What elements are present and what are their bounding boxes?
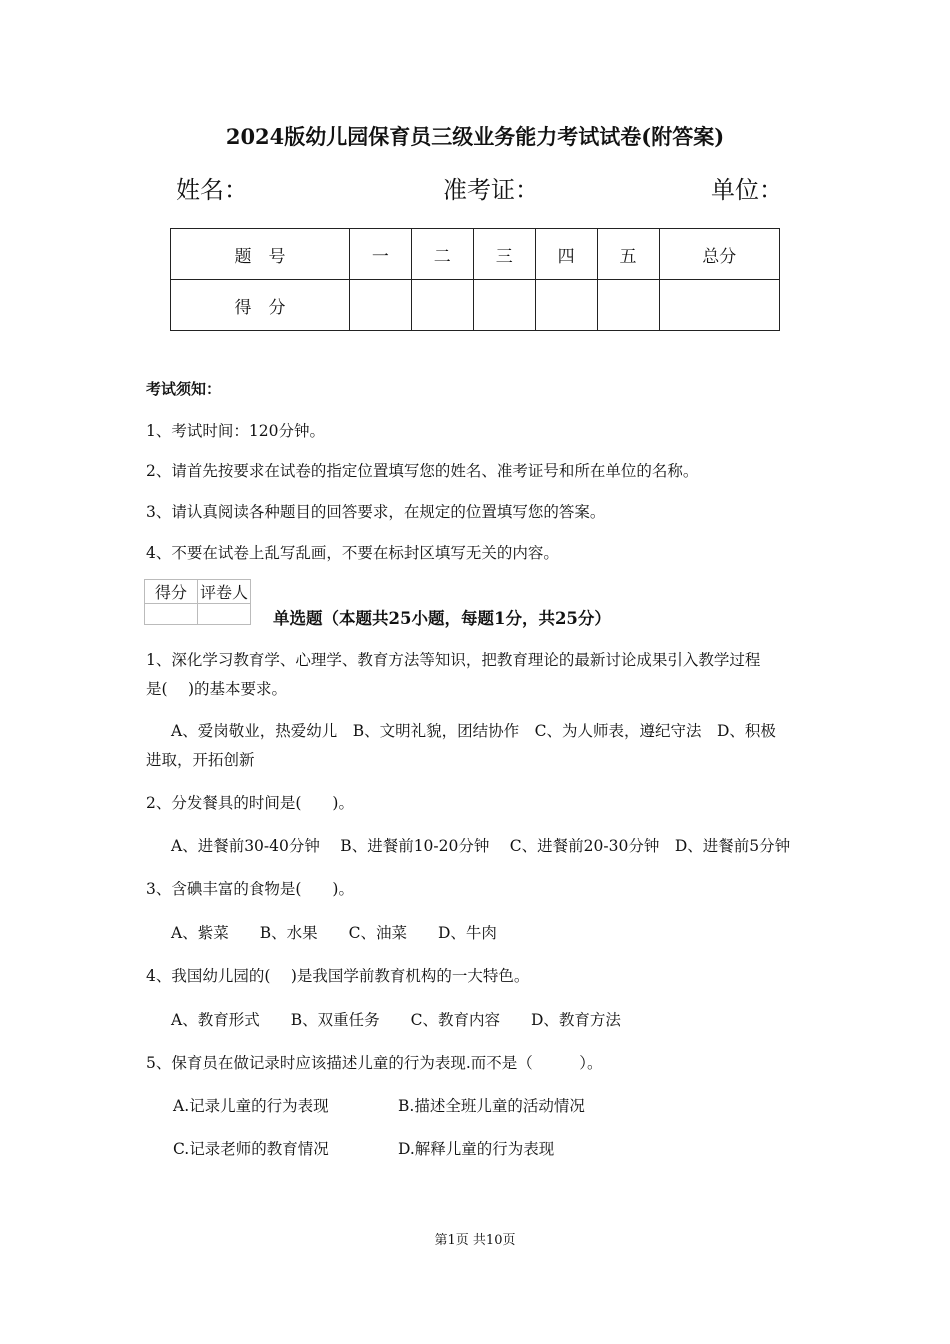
score-table-header-cell: 三 <box>473 229 535 280</box>
question-stem: 是( )的基本要求。 <box>146 680 288 698</box>
document-title: 2024版幼儿园保育员三级业务能力考试试卷(附答案) <box>225 124 725 149</box>
score-table-header-cell: 四 <box>535 229 597 280</box>
score-table-header-cell: 总分 <box>659 229 779 280</box>
grader-name-label: 评卷人 <box>198 580 251 604</box>
score-table <box>170 228 780 331</box>
section-heading: 单选题（本题共25小题，每题1分，共25分） <box>273 609 611 628</box>
notes-item: 4、不要在试卷上乱写乱画，不要在标封区填写无关的内容。 <box>146 544 559 562</box>
score-row-label: 得 分 <box>171 280 350 331</box>
question-option: D.解释儿童的行为表现 <box>398 1140 555 1158</box>
score-table-header-row <box>171 229 780 280</box>
grader-score-label: 得分 <box>145 580 198 604</box>
question-options: A、教育形式 B、双重任务 C、教育内容 D、教育方法 <box>171 1011 621 1029</box>
score-cell <box>411 280 473 331</box>
notes-item: 1、考试时间：120分钟。 <box>146 422 325 440</box>
score-table-header-cell: 五 <box>597 229 659 280</box>
notes-item: 2、请首先按要求在试卷的指定位置填写您的姓名、准考证号和所在单位的名称。 <box>146 462 699 480</box>
grader-name-cell <box>198 604 251 625</box>
question-options: A、进餐前30-40分钟 B、进餐前10-20分钟 C、进餐前20-30分钟 D、进餐前5分钟 <box>171 837 791 855</box>
question-option: C.记录老师的教育情况 <box>173 1140 329 1158</box>
score-cell <box>535 280 597 331</box>
score-table-score-row <box>171 280 780 331</box>
question-options: 进取，开拓创新 <box>146 751 255 769</box>
score-table-header-cell: 一 <box>349 229 411 280</box>
score-table-header-cell: 二 <box>411 229 473 280</box>
notes-heading: 考试须知： <box>146 380 222 398</box>
question-stem: 1、深化学习教育学、心理学、教育方法等知识，把教育理论的最新讨论成果引入教学过程 <box>146 651 761 669</box>
question-options: A、爱岗敬业，热爱幼儿 B、文明礼貌，团结协作 C、为人师表，遵纪守法 D、积极 <box>171 722 776 740</box>
notes-item: 3、请认真阅读各种题目的回答要求，在规定的位置填写您的答案。 <box>146 503 606 521</box>
score-cell <box>349 280 411 331</box>
question-stem: 3、含碘丰富的食物是( )。 <box>146 880 354 898</box>
question-stem: 2、分发餐具的时间是( )。 <box>146 794 354 812</box>
unit-field-label: 单位： <box>711 176 783 204</box>
exam-id-field-label: 准考证： <box>443 176 539 204</box>
question-option: B.描述全班儿童的活动情况 <box>398 1097 585 1115</box>
score-table-header-cell: 题 号 <box>171 229 350 280</box>
grader-score-cell <box>145 604 198 625</box>
score-cell <box>473 280 535 331</box>
question-options: A、紫菜 B、水果 C、油菜 D、牛肉 <box>171 924 497 942</box>
question-stem: 4、我国幼儿园的( )是我国学前教育机构的一大特色。 <box>146 967 530 985</box>
score-cell <box>659 280 779 331</box>
score-cell <box>597 280 659 331</box>
question-stem: 5、保育员在做记录时应该描述儿童的行为表现.而不是（ ）。 <box>146 1054 603 1072</box>
page-footer: 第1页 共10页 <box>434 1233 516 1248</box>
question-option: A.记录儿童的行为表现 <box>173 1097 329 1115</box>
grader-box <box>144 579 251 625</box>
name-field-label: 姓名： <box>176 176 248 204</box>
